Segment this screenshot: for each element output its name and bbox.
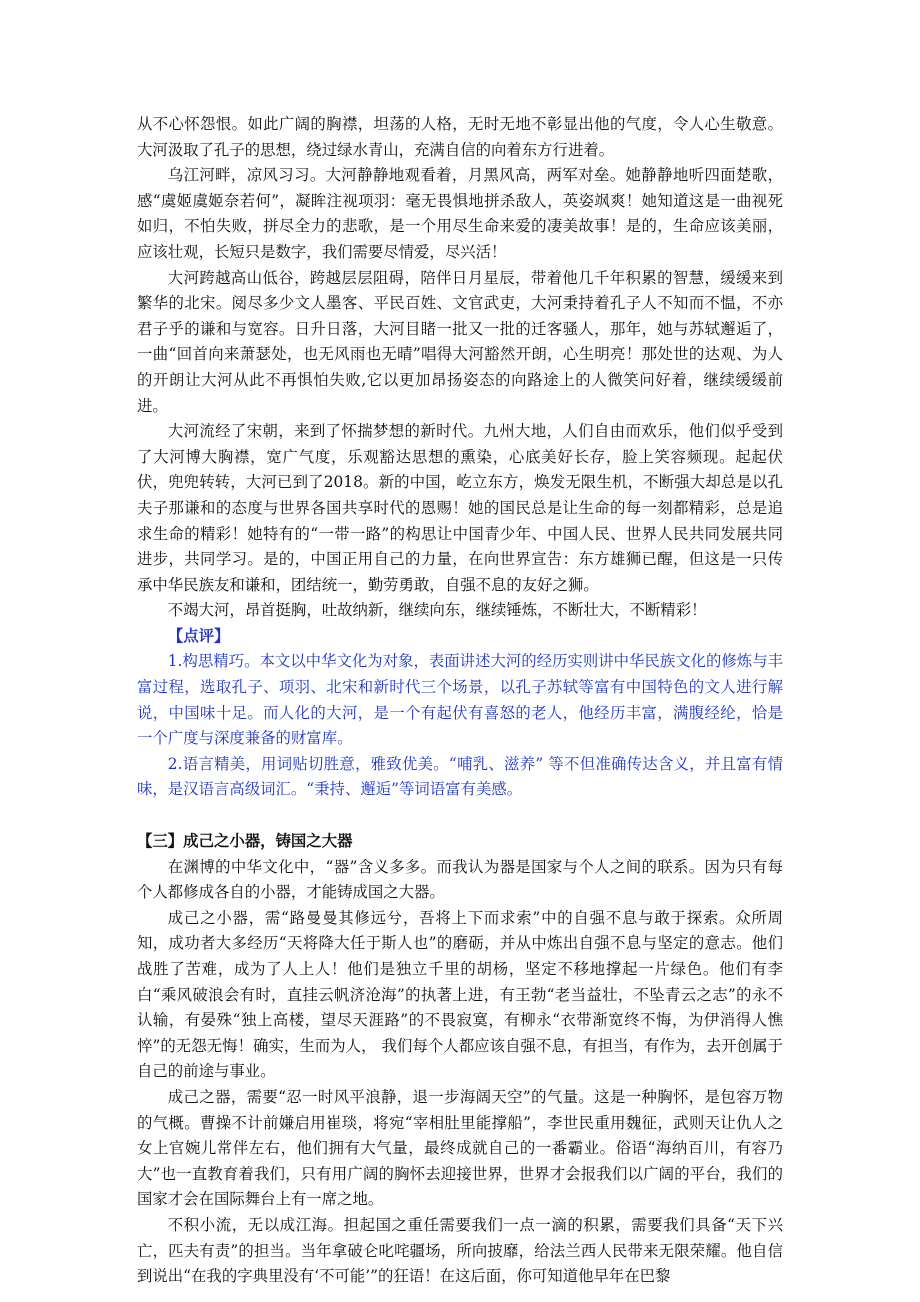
comment-point-2: 2.语言精美，用词贴切胜意，雅致优美。“哺乳、滋养” 等不但准确传达含义，并且富有情味，是汉语言高级词汇。“秉持、邂逅”等词语富有美感。 xyxy=(137,754,783,799)
essay-paragraph: 大河流经了宋朝，来到了怀揣梦想的新时代。九州大地，人们自由而欢乐，他们似乎受到了大河博大胸襟，宽广气度，乐观豁达思想的熏染，心底美好长存，脸上笑容频现。起起伏伏，兜兜转转，大河已到了2018。新的中国，屹立东方，焕发无限生机，不断强大却总是以孔夫子那谦和的态度与世界各国共享时代的恩赐！她的国民总是让生命的每一刻都精彩，总是追求生命的精彩！她特有的“一带一路”的构思让中国青少年、中国人民、世界人民共同发展共同进步，共同学习。是的，中国正用自己的力量，在向世界宣告：东方雄狮已醒，但这是一只传承中华民族友和谦和，团结统一，勤劳勇敢，自强不息的友好之狮。 xyxy=(137,422,783,594)
essay-paragraph: 不积小流，无以成江海。担起国之重任需要我们一点一滴的积累，需要我们具备“天下兴亡，匹夫有责”的担当。当年拿破仑叱咤疆场，所向披靡，给法兰西人民带来无限荣耀。他自信到说出“在我的字典里没有‘不可能’”的狂语！在这后面，你可知道他早年在巴黎 xyxy=(137,1215,783,1286)
comment-heading: 【点评】 xyxy=(167,626,230,645)
essay-paragraph: 成己之小器，需“路曼曼其修远兮，吾将上下而求索”中的自强不息与敢于探索。众所周知，成功者大多经历“天将降大任于斯人也”的磨砺，并从中炼出自强不息与坚定的意志。他们战胜了苦难，成为了人上人！他们是独立千里的胡杨，坚定不移地撑起一片绿色。他们有李白“乘风破浪会有时，直挂云帆济沧海”的执著上进，有王勃“老当益壮，不坠青云之志”的永不认输，有晏殊“独上高楼，望尽天涯路”的不畏寂寞，有柳永“衣带渐宽终不悔，为伊消得人憔悴”的无怨无悔！确实，生而为人， 我们每个人都应该自强不息，有担当，有作为，去开创属于自己的前途与事业。 xyxy=(137,908,783,1081)
document-page xyxy=(137,112,783,1290)
essay-paragraph: 成己之器，需要“忍一时风平浪静，退一步海阔天空”的气量。这是一种胸怀，是包容万物的气概。曹操不计前嫌启用崔琰，将宛“宰相肚里能撑船”，李世民重用魏征，武则天让仇人之女上官婉儿常伴左右，他们拥有大气量，最终成就自己的一番霸业。俗语“海纳百川，有容乃大”也一直教育着我们，只有用广阔的胸怀去迎接世界，世界才会报我们以广阔的平台，我们的国家才会在国际舞台上有一席之地。 xyxy=(137,1087,783,1209)
essay-paragraph: 大河跨越高山低谷，跨越层层阻碍，陪伴日月星辰，带着他几千年积累的智慧，缓缓来到繁华的北宋。阅尽多少文人墨客、平民百姓、文官武吏，大河秉持着孔子人不知而不愠，不亦君子乎的谦和与宽容。日升日落，大河目睹一批又一批的迁客骚人，那年，她与苏轼邂逅了，一曲“回首向来萧瑟处，也无风雨也无晴”唱得大河豁然开朗，心生明亮！那处世的达观、为人的开朗让大河从此不再惧怕失败,它以更加昂扬姿态的向路途上的人微笑问好着，继续缓缓前进。 xyxy=(137,268,783,415)
comment-point-1: 1.构思精巧。本文以中华文化为对象，表面讲述大河的经历实则讲中华民族文化的修炼与丰富过程，选取孔子、项羽、北宋和新时代三个场景，以孔子苏轼等富有中国特色的文人进行解说，中国味十足。而人化的大河，是一个有起伏有喜怒的老人，他经历丰富，满腹经纶，恰是一个广度与深度兼备的财富库。 xyxy=(137,652,783,748)
essay-paragraph: 乌江河畔，凉风习习。大河静静地观看着，月黑风高，两军对垒。她静静地听四面楚歌，感“虞姬虞姬奈若何”，凝眸注视项羽：毫无畏惧地拼杀敌人，英姿飒爽！她知道这是一曲视死如归，不怕失败，拼尽全力的悲歌，是一个用尽生命来爱的凄美故事！是的，生命应该美丽，应该壮观，长短只是数字，我们需要尽情爱，尽兴活！ xyxy=(137,166,783,261)
essay-paragraph: 在渊博的中华文化中，“器”含义多多。而我认为器是国家与个人之间的联系。因为只有每个人都修成各自的小器，才能铸成国之大器。 xyxy=(137,857,783,902)
section-title: 【三】成己之小器，铸国之大器 xyxy=(137,832,353,851)
essay-paragraph: 不竭大河，昂首挺胸，吐故纳新，继续向东，继续锤炼，不断壮大，不断精彩！ xyxy=(167,601,707,620)
section-spacer xyxy=(137,803,783,829)
essay-paragraph: 从不心怀怨恨。如此广阔的胸襟，坦荡的人格，无时无地不彰显出他的气度，令人心生敬意。大河汲取了孔子的思想，绕过绿水青山，充满自信的向着东方行进着。 xyxy=(137,115,783,159)
